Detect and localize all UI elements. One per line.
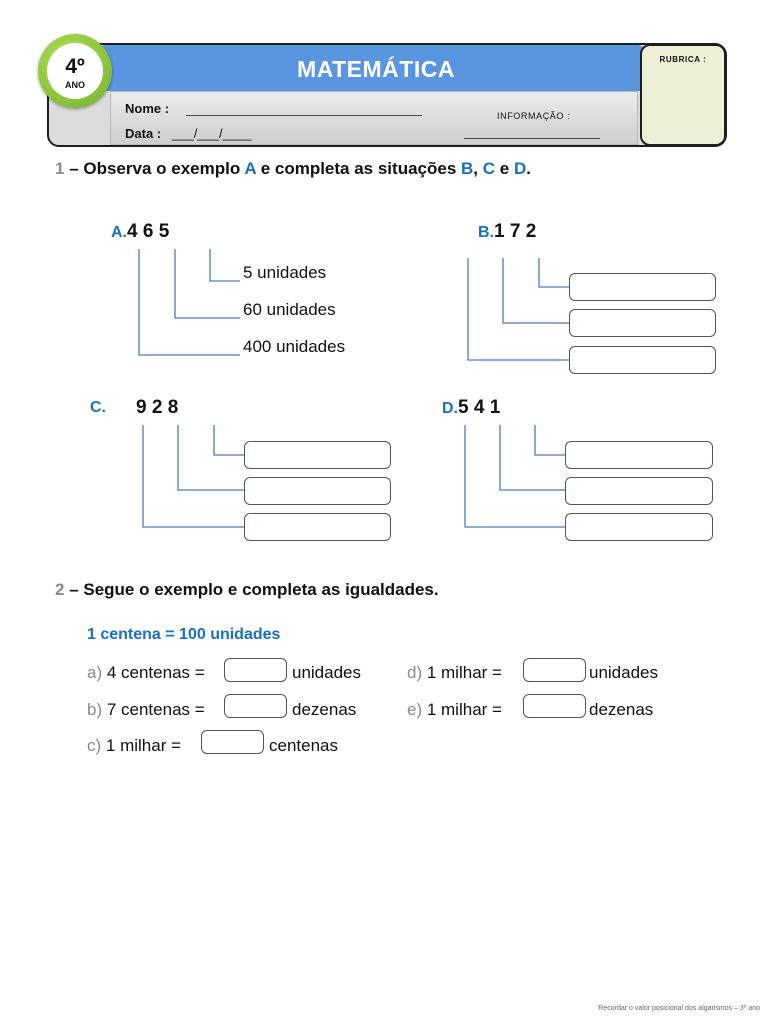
q1-number: 1 <box>55 159 65 178</box>
example-a-label-tens: 60 unidades <box>243 300 336 319</box>
q2-item-d-text: 1 milhar = <box>422 663 502 682</box>
example-b-heading <box>478 221 536 243</box>
example-b-letter: B. <box>478 224 494 241</box>
example-a-letter: A. <box>111 224 127 241</box>
example-b-digits: 1 7 2 <box>494 221 537 242</box>
q1-comma: , <box>473 159 483 178</box>
example-d-digits: 5 4 1 <box>458 397 501 418</box>
q2-dash: – <box>64 580 84 599</box>
year-label: ANO <box>65 80 85 90</box>
q2-item-a-text: 4 centenas = <box>102 663 205 682</box>
example-d-letter: D. <box>442 400 458 417</box>
example-b-answer-tens[interactable] <box>569 309 716 337</box>
example-d-heading <box>442 397 500 419</box>
q2-item-c-left <box>87 736 181 756</box>
q2-item-e-text: 1 milhar = <box>422 700 502 719</box>
example-c-answer-tens[interactable] <box>244 477 391 505</box>
example-d-answer-units[interactable] <box>565 441 713 469</box>
q1-letter-b: B <box>461 159 474 178</box>
q1-letter-c: C <box>482 159 496 178</box>
rubrica-label: RUBRICA : <box>659 55 707 64</box>
q2-item-b-text: 7 centenas = <box>102 700 205 719</box>
year-number: 4º <box>65 55 85 78</box>
example-a-label-units: 5 unidades <box>243 263 327 282</box>
example-b-answer-hundreds[interactable] <box>569 346 716 374</box>
example-c-answer-hundreds[interactable] <box>244 513 391 541</box>
q2-item-c-letter: c) <box>87 736 102 755</box>
date-label: Data : <box>125 126 162 141</box>
q2-item-e-letter: e) <box>407 700 423 719</box>
example-d-answer-tens[interactable] <box>565 477 713 505</box>
q2-item-d-answer[interactable] <box>523 658 586 682</box>
q2-item-b-left <box>87 700 205 720</box>
example-c-digits: 9 2 8 <box>136 397 179 418</box>
example-a-label-hundreds: 400 unidades <box>243 337 346 356</box>
q2-example: 1 centena = 100 unidades <box>87 626 281 643</box>
q2-item-d-letter: d) <box>407 663 423 682</box>
name-label: Nome : <box>125 101 170 116</box>
example-a-digits: 4 6 5 <box>127 221 170 242</box>
example-b-answer-units[interactable] <box>569 273 716 301</box>
q1-text-b: e completa as situações <box>255 159 462 178</box>
example-c-answer-units[interactable] <box>244 441 391 469</box>
q2-item-c-unit: centenas <box>269 736 338 755</box>
q1-text-a: Observa o exemplo <box>83 159 245 178</box>
info-label: INFORMAÇÃO : <box>497 111 571 121</box>
q1-and: e <box>495 159 514 178</box>
example-d-answer-hundreds[interactable] <box>565 513 713 541</box>
date-field[interactable]: ___/___/____ <box>172 126 252 141</box>
q2-item-a-letter: a) <box>87 663 103 682</box>
q2-text: Segue o exemplo e completa as igualdades. <box>83 580 439 599</box>
q2-item-d-left <box>407 663 502 683</box>
q2-title <box>55 580 439 600</box>
q1-letter-d: D <box>513 159 527 178</box>
q2-item-b-answer[interactable] <box>224 694 287 718</box>
q2-item-b-unit: dezenas <box>292 700 357 719</box>
q2-item-c-text: 1 milhar = <box>101 736 182 755</box>
q2-item-a-answer[interactable] <box>224 658 287 682</box>
page-footer: Recordar o valor posicional dos algarismos – 3º ano <box>598 1005 760 1012</box>
q2-item-c-answer[interactable] <box>201 730 264 754</box>
q2-item-b-letter: b) <box>87 700 103 719</box>
example-c-letter: C. <box>90 399 106 416</box>
q1-dash: – <box>64 159 84 178</box>
q1-letter-a: A <box>244 159 256 178</box>
example-a-heading <box>111 221 169 243</box>
q2-item-d-unit: unidades <box>589 663 659 682</box>
q2-number: 2 <box>55 580 65 599</box>
q2-item-a-left <box>87 663 205 683</box>
q2-item-e-unit: dezenas <box>589 700 654 719</box>
q1-period: . <box>526 159 531 178</box>
q2-item-a-unit: unidades <box>292 663 362 682</box>
q2-item-e-answer[interactable] <box>523 694 586 718</box>
q2-item-e-left <box>407 700 502 720</box>
subject-title: MATEMÁTICA <box>297 56 455 82</box>
